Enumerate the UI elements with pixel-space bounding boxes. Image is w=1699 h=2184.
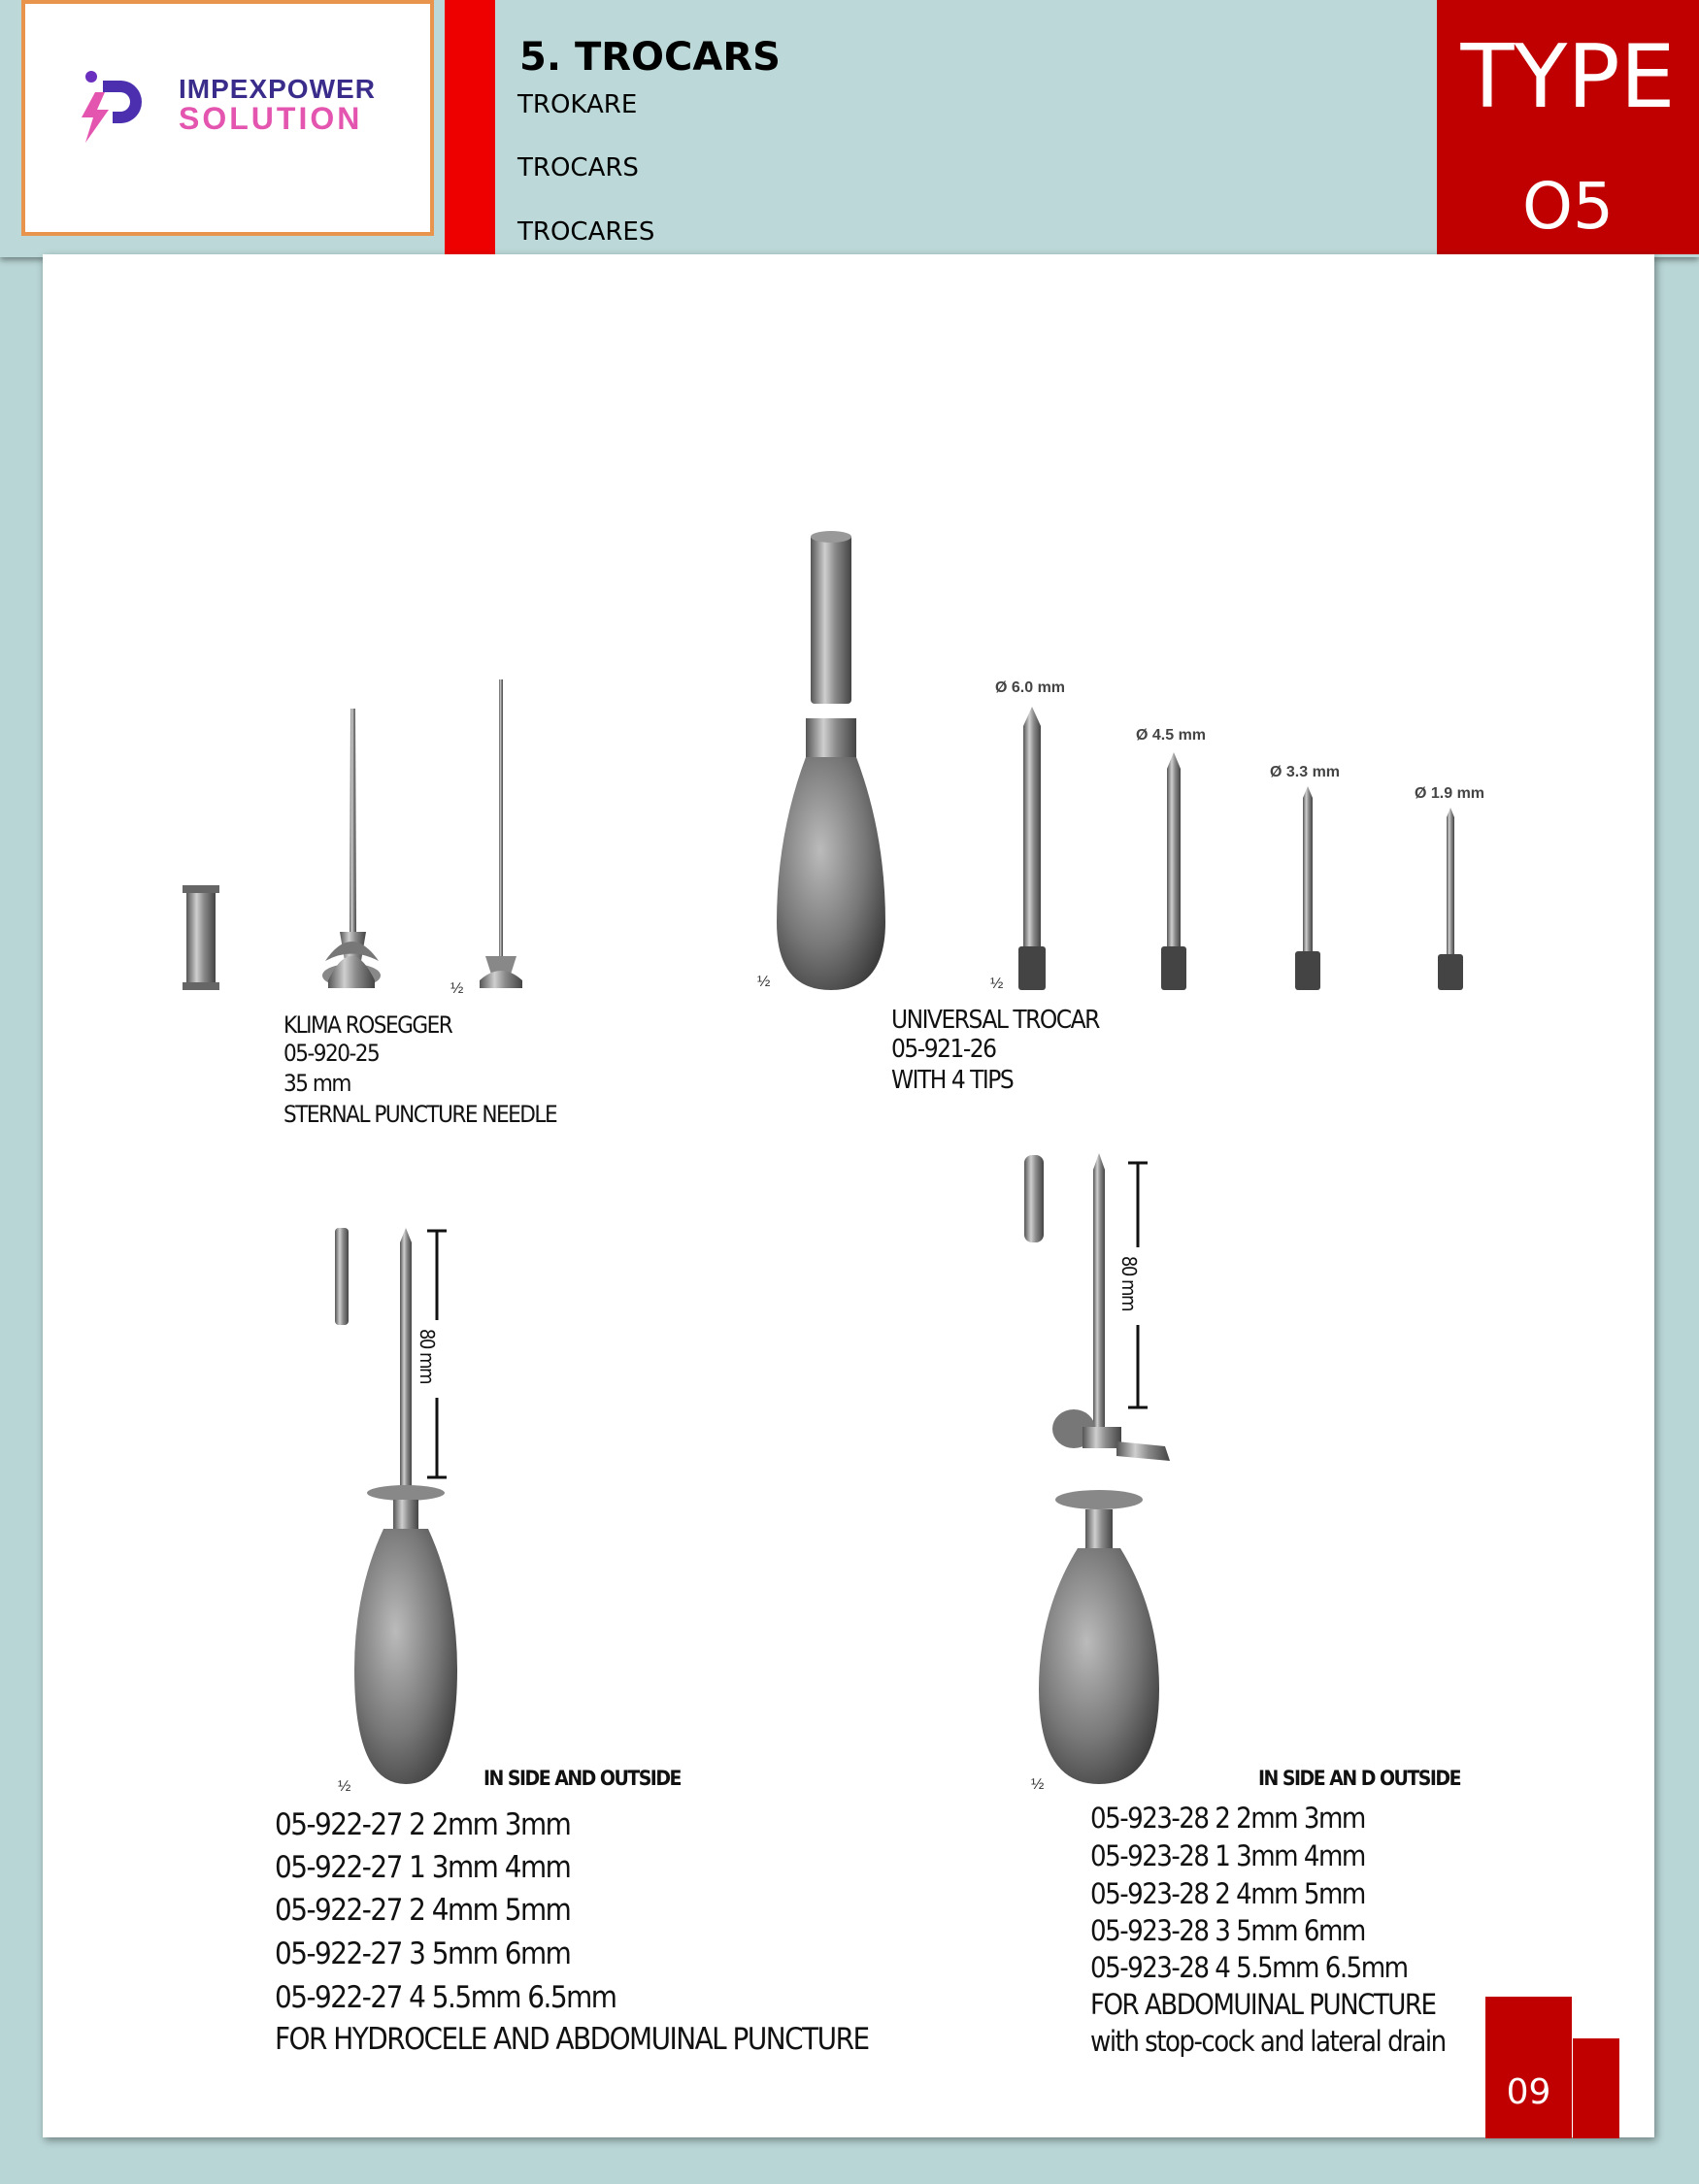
product-description: WITH 4 TIPS <box>891 1066 1014 1095</box>
sternal-needle-image <box>183 679 522 990</box>
type-number: O5 <box>1522 169 1614 244</box>
size-row: 05-922-27 2 2mm 3mm <box>275 1807 571 1842</box>
product-name: UNIVERSAL TROCAR <box>891 1006 1099 1035</box>
size-row: 05-922-27 3 5mm 6mm <box>275 1936 571 1971</box>
product-description: STERNAL PUNCTURE NEEDLE <box>283 1101 557 1128</box>
hydrocele-length-label: 80 mm <box>416 1328 440 1384</box>
brand-name-line2: SOLUTION <box>179 101 363 136</box>
product-name: KLIMA ROSEGGER <box>283 1011 452 1039</box>
scale-mark: ½ <box>338 1778 351 1795</box>
size-header: IN SIDE AND OUTSIDE <box>483 1767 681 1790</box>
scale-mark: ½ <box>757 974 771 990</box>
brand-name-line1: IMPEXPOWER <box>179 74 376 104</box>
product-purpose: FOR ABDOMUINAL PUNCTURE <box>1090 1988 1436 2021</box>
size-header: IN SIDE AN D OUTSIDE <box>1258 1767 1460 1790</box>
hydrocele-trocar-image <box>335 1228 457 1784</box>
product-note: with stop-cock and lateral drain <box>1090 2025 1446 2058</box>
size-row: 05-923-28 4 5.5mm 6.5mm <box>1090 1951 1408 1984</box>
size-row: 05-922-27 1 3mm 4mm <box>275 1850 571 1885</box>
subtitle-spanish: TROCARES <box>517 217 655 247</box>
page-number-accent <box>1573 2038 1619 2138</box>
page-title: 5. TROCARS <box>519 35 781 80</box>
type-label: TYPE <box>1460 26 1676 128</box>
scale-mark: ½ <box>990 976 1004 992</box>
tip-size-label: Ø 6.0 mm <box>995 679 1066 696</box>
tip-size-label: Ø 3.3 mm <box>1270 764 1341 780</box>
abdominal-trocar-image <box>1024 1153 1170 1784</box>
tip-size-label: Ø 4.5 mm <box>1136 727 1207 744</box>
size-row: 05-923-28 1 3mm 4mm <box>1090 1839 1365 1872</box>
product-purpose: FOR HYDROCELE AND ABDOMUINAL PUNCTURE <box>275 2022 869 2057</box>
product-length: 35 mm <box>283 1070 350 1097</box>
scale-mark: ½ <box>1031 1776 1045 1793</box>
size-row: 05-923-28 3 5mm 6mm <box>1090 1914 1365 1947</box>
product-code: 05-921-26 <box>891 1035 996 1064</box>
page-number: 09 <box>1506 2072 1551 2112</box>
page-number-block <box>1485 1997 1572 2138</box>
size-row: 05-922-27 2 4mm 5mm <box>275 1893 571 1928</box>
universal-trocar-image <box>777 531 1463 990</box>
scale-mark: ½ <box>450 980 464 997</box>
tip-size-label: Ø 1.9 mm <box>1415 785 1485 802</box>
size-row: 05-922-27 4 5.5mm 6.5mm <box>275 1980 616 2015</box>
subtitle-german: TROKARE <box>517 90 638 119</box>
size-row: 05-923-28 2 4mm 5mm <box>1090 1877 1365 1910</box>
subtitle-french: TROCARS <box>517 153 639 182</box>
size-row: 05-923-28 2 2mm 3mm <box>1090 1802 1365 1835</box>
abdominal-length-label: 80 mm <box>1117 1255 1142 1311</box>
product-code: 05-920-25 <box>283 1040 380 1067</box>
